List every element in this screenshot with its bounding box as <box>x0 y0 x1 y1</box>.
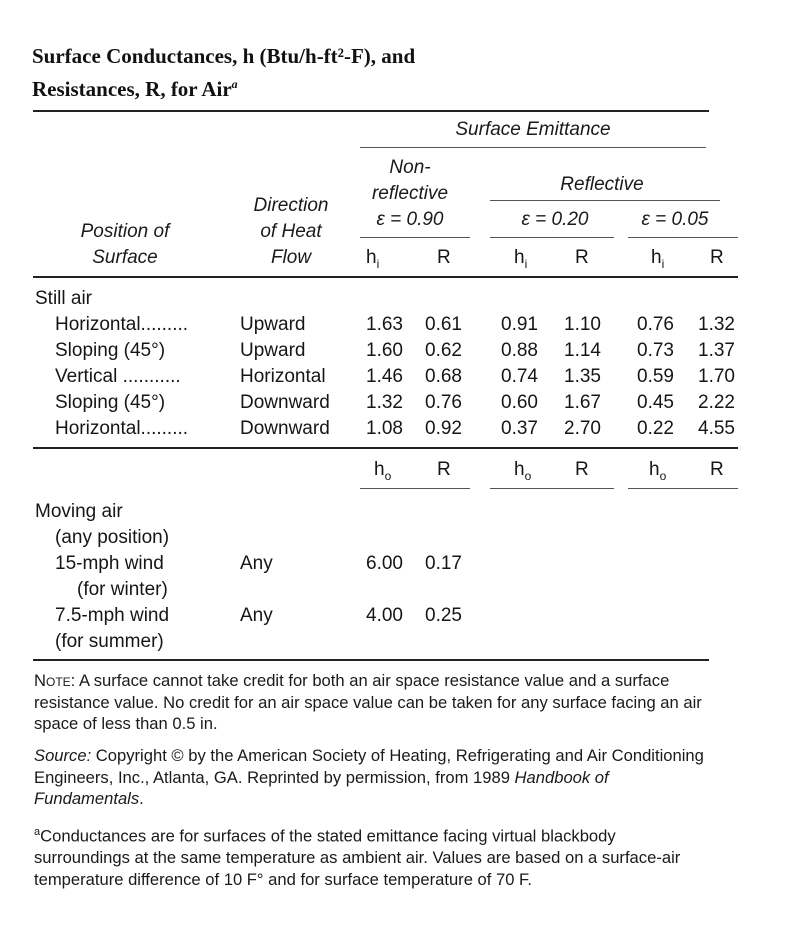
header-reflective: Reflective <box>560 174 644 195</box>
still-air-value: 4.55 <box>698 418 735 439</box>
header-bottom-rule <box>33 276 738 278</box>
moving-air-direction: Any <box>240 605 273 626</box>
footnote-text: Conductances are for surfaces of the stated emittance facing virtual blackbody surroundings at the same temperature as ambient air. Values are based on a surface-air temperature difference of 10 F° and for surface temperature of 70 F. <box>34 826 681 889</box>
moving-air-value: 6.00 <box>366 553 403 574</box>
still-air-value: 1.14 <box>564 340 601 361</box>
eps005-rule <box>628 237 738 238</box>
header-R-005-b: R <box>710 459 724 480</box>
still-air-value: 0.61 <box>425 314 462 335</box>
header-position-2: Surface <box>92 247 158 268</box>
header-nonreflective-eps: ε = 0.90 <box>376 209 444 230</box>
still-air-value: 0.45 <box>637 392 674 413</box>
ho-rule-090 <box>360 488 470 489</box>
still-air-value: 0.88 <box>501 340 538 361</box>
header-hi-090: $h_i$ <box>366 247 380 271</box>
footnote-paragraph <box>34 822 714 890</box>
still-air-value: 0.68 <box>425 366 462 387</box>
still-air-direction: Downward <box>240 418 330 439</box>
source-label: Source: <box>34 746 92 765</box>
still-air-position: Sloping (45°) <box>55 392 166 413</box>
still-air-value: 0.62 <box>425 340 462 361</box>
still-air-value: 1.67 <box>564 392 601 413</box>
note-paragraph <box>34 670 714 735</box>
bottom-rule <box>33 659 709 661</box>
still-air-value: 1.08 <box>366 418 403 439</box>
eps090-rule <box>360 237 470 238</box>
moving-air-position: 7.5-mph wind <box>55 605 170 626</box>
still-air-direction: Upward <box>240 314 306 335</box>
table-title-line-1: Surface Conductances, h (Btu/h-ft²-F), and <box>32 44 416 68</box>
source-book: Handbook of Fundamentals <box>34 767 609 808</box>
still-air-value: 0.91 <box>501 314 538 335</box>
table-title-line-2 <box>32 77 238 102</box>
still-air-label: Still air <box>35 288 93 309</box>
still-air-position: Sloping (45°) <box>55 340 166 361</box>
still-air-value: 0.37 <box>501 418 538 439</box>
ho-rule-020 <box>490 488 614 489</box>
moving-air-value: 4.00 <box>366 605 403 626</box>
still-air-position: Horizontal......... <box>55 418 189 439</box>
header-R-020: R <box>575 247 589 268</box>
header-nonreflective-2: reflective <box>371 183 449 204</box>
still-air-value: 0.22 <box>637 418 674 439</box>
moving-air-position-note: (for summer) <box>55 631 164 652</box>
still-air-value: 0.92 <box>425 418 462 439</box>
header-nonreflective-1: Non- <box>389 157 431 178</box>
emittance-rule <box>360 147 706 148</box>
top-rule <box>33 110 709 112</box>
header-R-005: R <box>710 247 724 268</box>
title-text: Resistances, R, for Air <box>32 77 232 101</box>
still-air-direction: Downward <box>240 392 330 413</box>
header-hi-005: $h_i$ <box>651 247 665 271</box>
moving-air-direction: Any <box>240 553 273 574</box>
still-air-value: 0.76 <box>637 314 674 335</box>
still-air-value: 1.35 <box>564 366 601 387</box>
header-surface-emittance: Surface Emittance <box>455 119 611 140</box>
still-air-value: 0.73 <box>637 340 674 361</box>
header-R-090: R <box>437 247 451 268</box>
source-paragraph <box>34 745 714 810</box>
still-air-value: 1.63 <box>366 314 403 335</box>
footnote-mark: a <box>34 826 41 838</box>
still-air-value: 1.32 <box>366 392 403 413</box>
note-text: A surface cannot take credit for both an air space resistance value and a surface resistance value. No credit for an air space value can be taken for any surface facing an air space of less than 0.5 in. <box>34 671 702 733</box>
header-ho-005: $h_o$ <box>649 459 667 483</box>
moving-air-position-note: (for winter) <box>77 579 168 600</box>
still-air-value: 2.22 <box>698 392 735 413</box>
still-air-position: Horizontal......... <box>55 314 189 335</box>
header-ho-090: $h_o$ <box>374 459 392 483</box>
still-air-value: 1.46 <box>366 366 403 387</box>
header-hi-020: $h_i$ <box>514 247 528 271</box>
header-eps-020: ε = 0.20 <box>521 209 589 230</box>
still-air-value: 1.32 <box>698 314 735 335</box>
still-air-direction: Upward <box>240 340 306 361</box>
still-air-value: 0.59 <box>637 366 674 387</box>
moving-air-label: Moving air <box>35 501 123 522</box>
header-R-020-b: R <box>575 459 589 480</box>
title-footnote-mark: a <box>231 77 238 91</box>
still-air-direction: Horizontal <box>240 366 326 387</box>
header-R-090-b: R <box>437 459 451 480</box>
header-position-1: Position of <box>80 221 170 242</box>
source-end: . <box>139 789 144 808</box>
middle-rule <box>33 447 738 449</box>
header-eps-005: ε = 0.05 <box>641 209 709 230</box>
still-air-value: 1.37 <box>698 340 735 361</box>
still-air-value: 0.74 <box>501 366 538 387</box>
still-air-value: 1.60 <box>366 340 403 361</box>
eps020-rule <box>490 237 614 238</box>
still-air-value: 1.70 <box>698 366 735 387</box>
header-direction-2: of Heat <box>260 221 322 242</box>
header-direction-1: Direction <box>253 195 329 216</box>
moving-air-value: 0.25 <box>425 605 462 626</box>
still-air-value: 0.76 <box>425 392 462 413</box>
still-air-value: 2.70 <box>564 418 601 439</box>
still-air-position: Vertical ........... <box>55 366 181 387</box>
still-air-value: 1.10 <box>564 314 601 335</box>
source-text: Copyright © by the American Society of Heating, Refrigerating and Air Conditioning Engineers, Inc., Atlanta, GA. Reprinted by permission, from 1989 <box>34 746 704 787</box>
reflective-rule <box>490 200 720 201</box>
header-ho-020: $h_o$ <box>514 459 532 483</box>
header-direction-3: Flow <box>270 247 312 268</box>
note-label: Note: <box>34 671 76 690</box>
moving-air-sublabel: (any position) <box>55 527 170 548</box>
moving-air-value: 0.17 <box>425 553 462 574</box>
moving-air-position: 15-mph wind <box>55 553 164 574</box>
still-air-value: 0.60 <box>501 392 538 413</box>
ho-rule-005 <box>628 488 738 489</box>
